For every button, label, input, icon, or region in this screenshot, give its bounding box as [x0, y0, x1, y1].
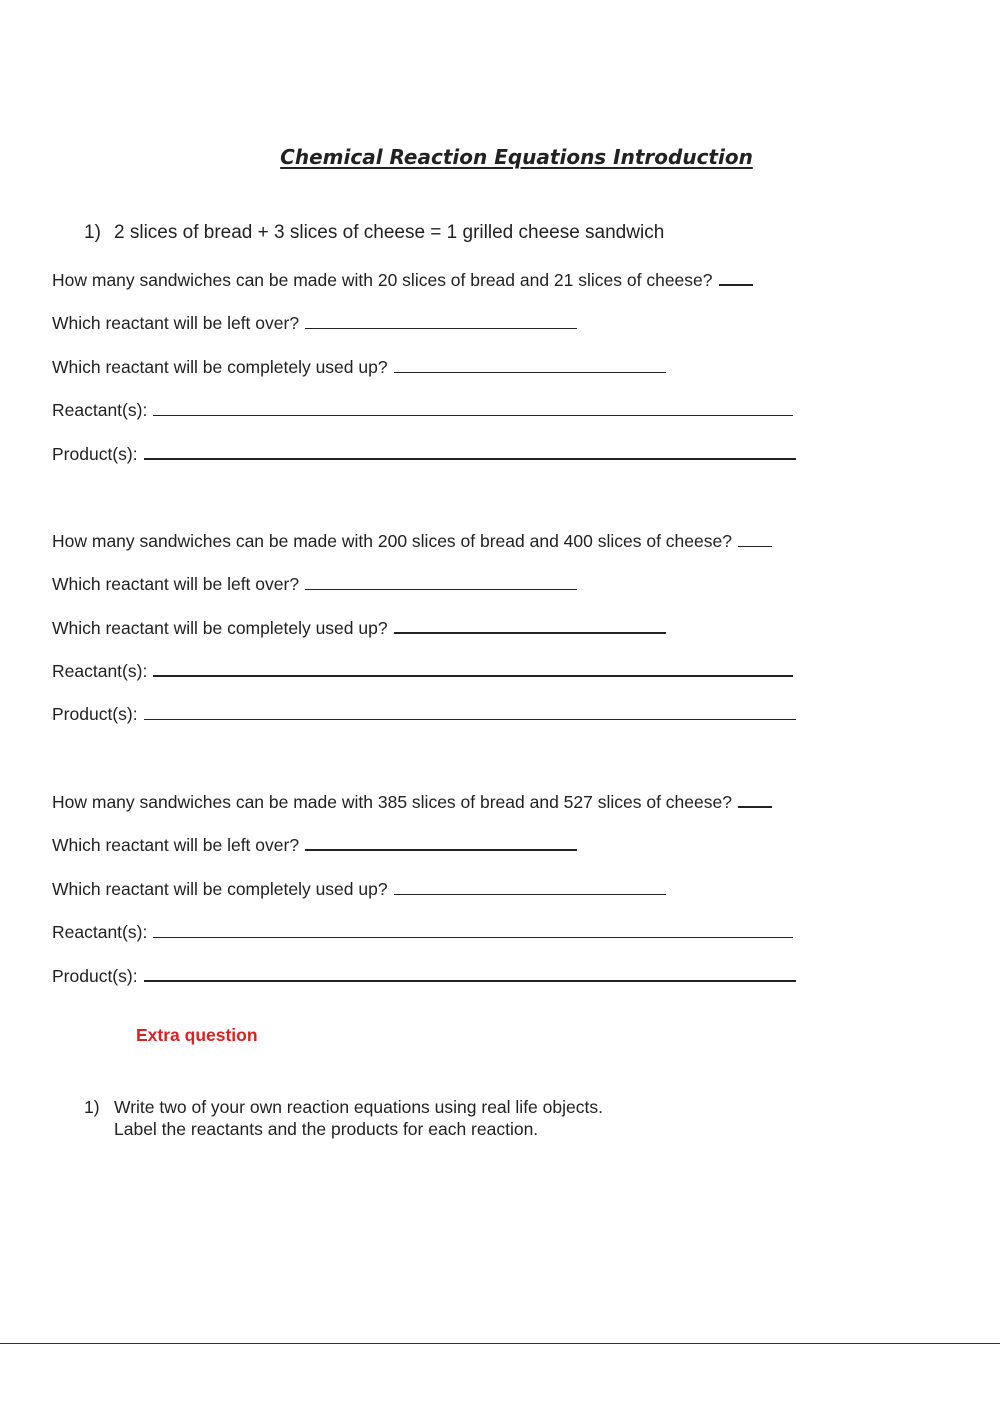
question-number: 1)	[84, 1097, 100, 1117]
reactants-line-3	[52, 922, 793, 943]
answer-blank[interactable]	[144, 966, 796, 982]
question-label: Which reactant will be completely used up?	[52, 357, 388, 377]
answer-blank[interactable]	[144, 705, 796, 720]
reactants-line-2	[52, 661, 793, 682]
how-many-question-1	[52, 270, 753, 291]
question-label: Which reactant will be completely used up?	[52, 618, 388, 638]
question-1	[84, 222, 784, 246]
question-label: Which reactant will be left over?	[52, 835, 300, 855]
answer-blank[interactable]	[394, 880, 666, 895]
reactants-label: Reactant(s):	[52, 661, 148, 681]
answer-blank[interactable]	[305, 314, 577, 329]
question-text: 2 slices of bread + 3 slices of cheese = 1 grilled cheese sandwich	[114, 222, 665, 243]
reactants-label: Reactant(s):	[52, 922, 148, 942]
answer-blank[interactable]	[153, 923, 793, 938]
question-label: Which reactant will be completely used up?	[52, 879, 388, 899]
how-many-question-3	[52, 792, 772, 813]
answer-blank[interactable]	[153, 401, 793, 416]
extra-question-line-2: Label the reactants and the products for each reaction.	[114, 1119, 539, 1139]
question-label: Which reactant will be left over?	[52, 313, 300, 333]
extra-question-label: Extra question	[136, 1025, 258, 1045]
left-over-question-1	[52, 313, 577, 334]
question-label: How many sandwiches can be made with 20 slices of bread and 21 slices of cheese?	[52, 270, 713, 290]
products-line-3	[52, 966, 796, 987]
products-line-1	[52, 444, 796, 465]
answer-blank[interactable]	[738, 792, 772, 808]
used-up-question-1	[52, 357, 666, 378]
extra-question-line-1: Write two of your own reaction equations using real life objects.	[114, 1097, 603, 1117]
question-label: Which reactant will be left over?	[52, 574, 300, 594]
answer-blank[interactable]	[738, 532, 772, 547]
extra-question	[84, 1096, 784, 1144]
answer-blank[interactable]	[305, 575, 577, 590]
answer-blank[interactable]	[144, 444, 796, 460]
question-label: How many sandwiches can be made with 385 slices of bread and 527 slices of cheese?	[52, 792, 732, 812]
used-up-question-3	[52, 879, 666, 900]
page-divider	[0, 1343, 1000, 1344]
products-label: Product(s):	[52, 966, 138, 986]
answer-blank[interactable]	[305, 835, 577, 851]
answer-blank[interactable]	[394, 358, 666, 373]
left-over-question-3	[52, 835, 577, 856]
answer-blank[interactable]	[394, 618, 666, 634]
products-label: Product(s):	[52, 704, 138, 724]
products-line-2	[52, 704, 796, 725]
question-number: 1)	[84, 222, 101, 243]
question-label: How many sandwiches can be made with 200 slices of bread and 400 slices of cheese?	[52, 531, 732, 551]
reactants-line-1	[52, 400, 793, 421]
how-many-question-2	[52, 531, 772, 552]
answer-blank[interactable]	[153, 661, 793, 677]
used-up-question-2	[52, 618, 666, 639]
page-title: Chemical Reaction Equations Introduction	[280, 145, 753, 169]
products-label: Product(s):	[52, 444, 138, 464]
reactants-label: Reactant(s):	[52, 400, 148, 420]
left-over-question-2	[52, 574, 577, 595]
answer-blank[interactable]	[719, 270, 753, 286]
